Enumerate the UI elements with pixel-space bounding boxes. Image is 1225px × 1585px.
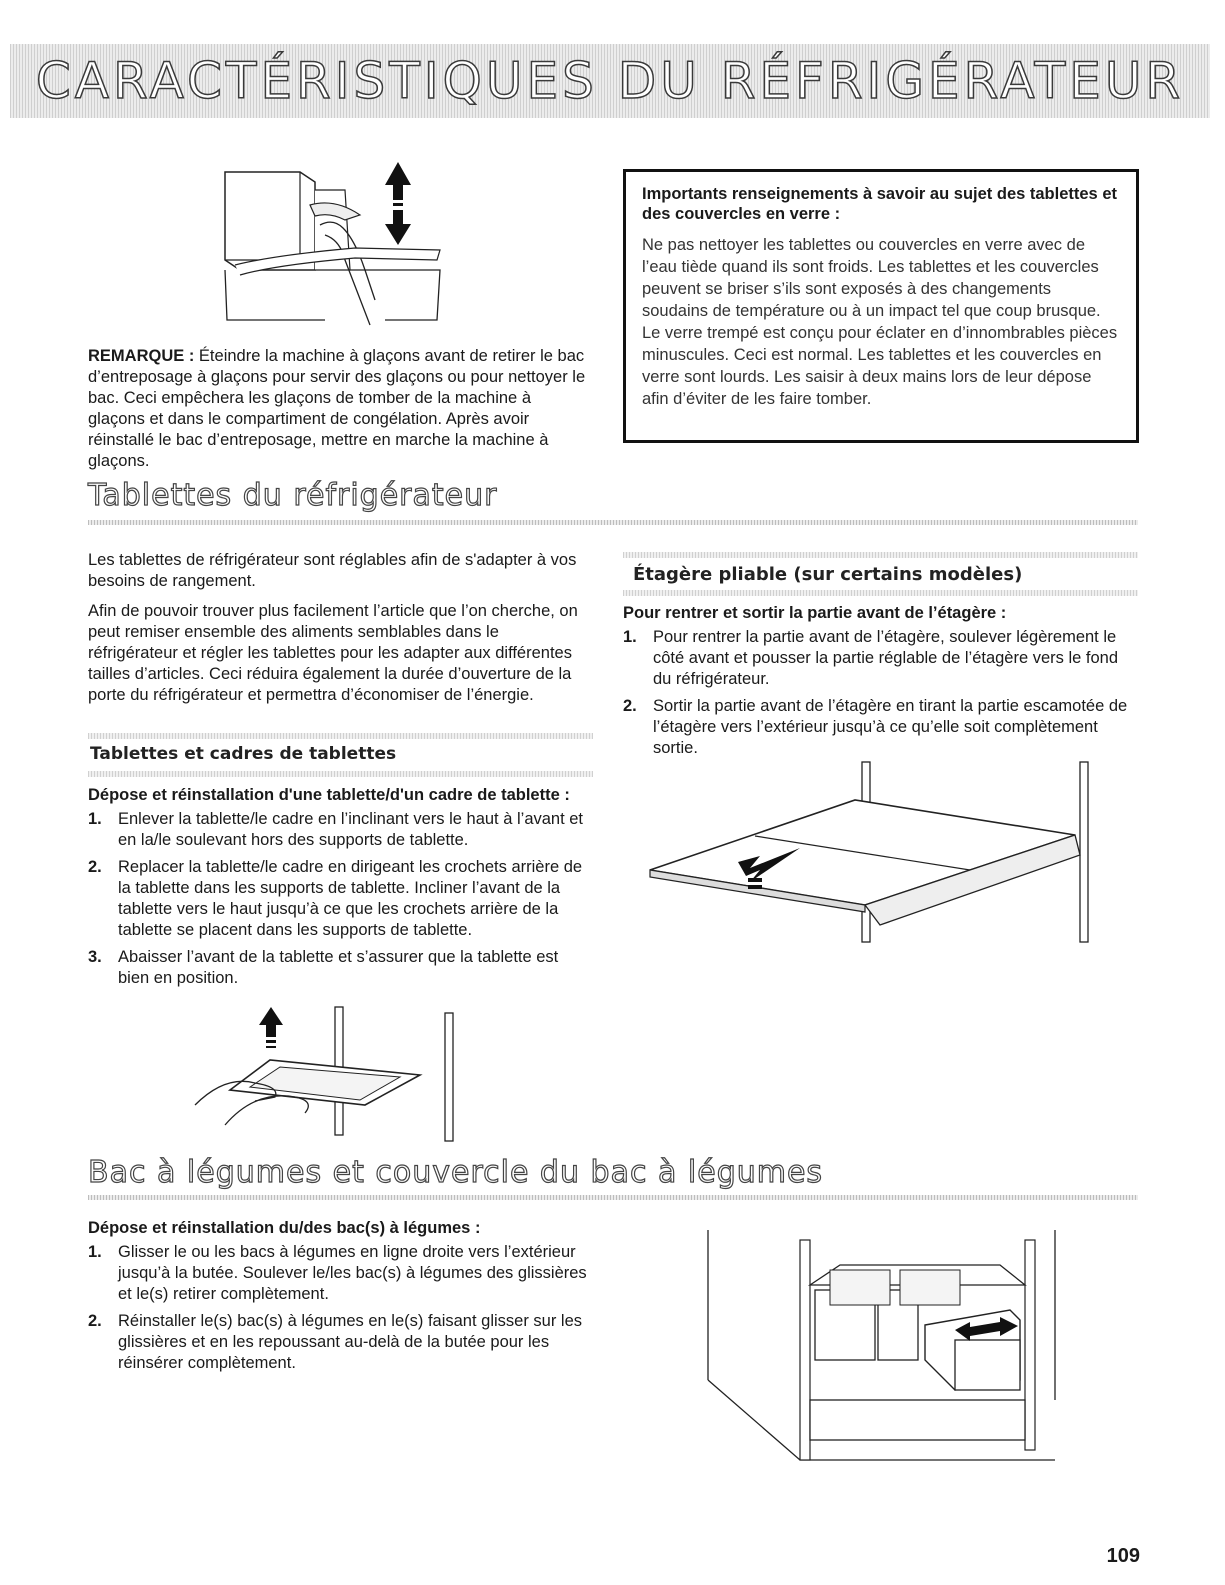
shelves-intro-2: Afin de pouvoir trouver plus facilement l’article que l’on cherche, on peut remiser ensemble des aliments semblables dans le réfrigérateur et régler les tablettes pour les adapter aux différentes tailles d’articles. Ceci réduira également la durée d’ouverture de la porte du réfrigérateur et permettra d’économiser de l’énergie. [88, 602, 578, 704]
page-title: CARACTÉRISTIQUES DU RÉFRIGÉRATEUR [35, 52, 1185, 110]
crisper-drawer-illustration [700, 1230, 1070, 1480]
shelves-intro [88, 550, 593, 706]
folding-step [623, 627, 1138, 690]
page-banner [10, 44, 1210, 118]
subsection-band-top [88, 733, 593, 739]
step-text: Sortir la partie avant de l’étagère en tirant la partie escamotée de l’étagère vers l’extérieur jusqu’à ce qu’elle soit complètement sortie. [653, 697, 1128, 757]
page-number: 109 [1106, 1545, 1140, 1567]
shelves-intro-1: Les tablettes de réfrigérateur sont réglables afin de s'adapter à vos besoins de rangement. [88, 551, 577, 590]
frames-instructions [88, 785, 593, 995]
folding-heading: Pour rentrer et sortir la partie avant de l’étagère : [623, 604, 1007, 622]
crisper-step [88, 1311, 593, 1374]
note-text: Éteindre la machine à glaçons avant de retirer le bac d’entreposage à glaçons pour servir des glaçons ou pour nettoyer le bac. Ceci empêchera les glaçons de tomber de la machine à glaçons et dans le compartiment de congélation. Après avoir réinstallé le bac d’entreposage, mettre en marche la machine à glaçons. [88, 347, 586, 470]
step-number: 1. [623, 628, 637, 646]
frames-subtitle: Tablettes et cadres de tablettes [90, 744, 397, 764]
folding-steps [623, 627, 1138, 759]
subsection-band-bottom [623, 590, 1138, 596]
folding-subtitle: Étagère pliable (sur certains modèles) [633, 564, 1023, 585]
shelves-section-title: Tablettes du réfrigérateur [88, 478, 498, 513]
subsection-band-top [623, 552, 1138, 558]
crisper-section-title: Bac à légumes et couvercle du bac à légumes [88, 1155, 824, 1190]
ice-bin-note [88, 346, 588, 472]
section-rule [88, 1195, 1138, 1200]
subsection-band-bottom [88, 771, 593, 777]
section-rule [88, 520, 1138, 525]
ice-bin-illustration [215, 160, 455, 345]
step-number: 3. [88, 948, 102, 966]
folding-step [623, 696, 1138, 759]
shelf-removal-illustration [195, 1005, 465, 1145]
frames-step [88, 809, 593, 851]
step-text: Enlever la tablette/le cadre en l’inclinant vers le haut à l’avant et en la/le soulevant hors des supports de tablette. [118, 810, 584, 849]
step-text: Pour rentrer la partie avant de l’étagère, soulever légèrement le côté avant et pousser la partie réglable de l’étagère vers le fond du réfrigérateur. [653, 628, 1119, 688]
important-info-box [623, 169, 1139, 443]
crisper-step [88, 1242, 593, 1305]
frames-step [88, 947, 593, 989]
up-arrow-icon [259, 1007, 283, 1048]
folding-instructions [623, 603, 1138, 765]
note-label: REMARQUE : [88, 347, 195, 365]
crisper-steps [88, 1242, 593, 1374]
step-text: Replacer la tablette/le cadre en dirigeant les crochets arrière de la tablette dans les supports de tablette. Incliner l’avant de la tablette vers le haut jusqu’à ce que les crochets arrière de la tablette se placent dans les supports de tablette. [118, 858, 583, 939]
crisper-instructions [88, 1218, 593, 1380]
step-text: Abaisser l’avant de la tablette et s’assurer que la tablette est bien en position. [118, 948, 559, 987]
frames-steps [88, 809, 593, 989]
step-number: 1. [88, 1243, 102, 1261]
step-number: 2. [623, 697, 637, 715]
frames-heading: Dépose et réinstallation d'une tablette/d'un cadre de tablette : [88, 786, 570, 804]
step-text: Réinstaller le(s) bac(s) à légumes en le(s) faisant glisser sur les glissières et en les repoussant au-delà de la butée pour les réinsérer complètement. [118, 1312, 582, 1372]
step-number: 2. [88, 1312, 102, 1330]
important-body: Ne pas nettoyer les tablettes ou couvercles en verre avec de l’eau tiède quand ils sont froids. Les tablettes et les couvercles peuvent se briser s’ils sont exposés à des changements soudains de température ou à un impact tel que coup brusque. Le verre trempé est conçu pour éclater en d’innombrables pièces minuscules. Ceci est normal. Les tablettes et les couvercles en verre sont lourds. Les saisir à deux mains lors de leur dépose afin d’éviter de les faire tomber. [642, 236, 1118, 408]
folding-shelf-illustration [650, 760, 1110, 950]
frames-step [88, 857, 593, 941]
step-number: 1. [88, 810, 102, 828]
important-title: Importants renseignements à savoir au sujet des tablettes et des couvercles en verre : [642, 185, 1117, 223]
up-down-arrow-icon [385, 162, 411, 245]
crisper-heading: Dépose et réinstallation du/des bac(s) à légumes : [88, 1219, 481, 1237]
step-number: 2. [88, 858, 102, 876]
step-text: Glisser le ou les bacs à légumes en ligne droite vers l’extérieur jusqu’à la butée. Soulever le/les bac(s) à légumes des glissières et le(s) retirer complètement. [118, 1243, 587, 1303]
